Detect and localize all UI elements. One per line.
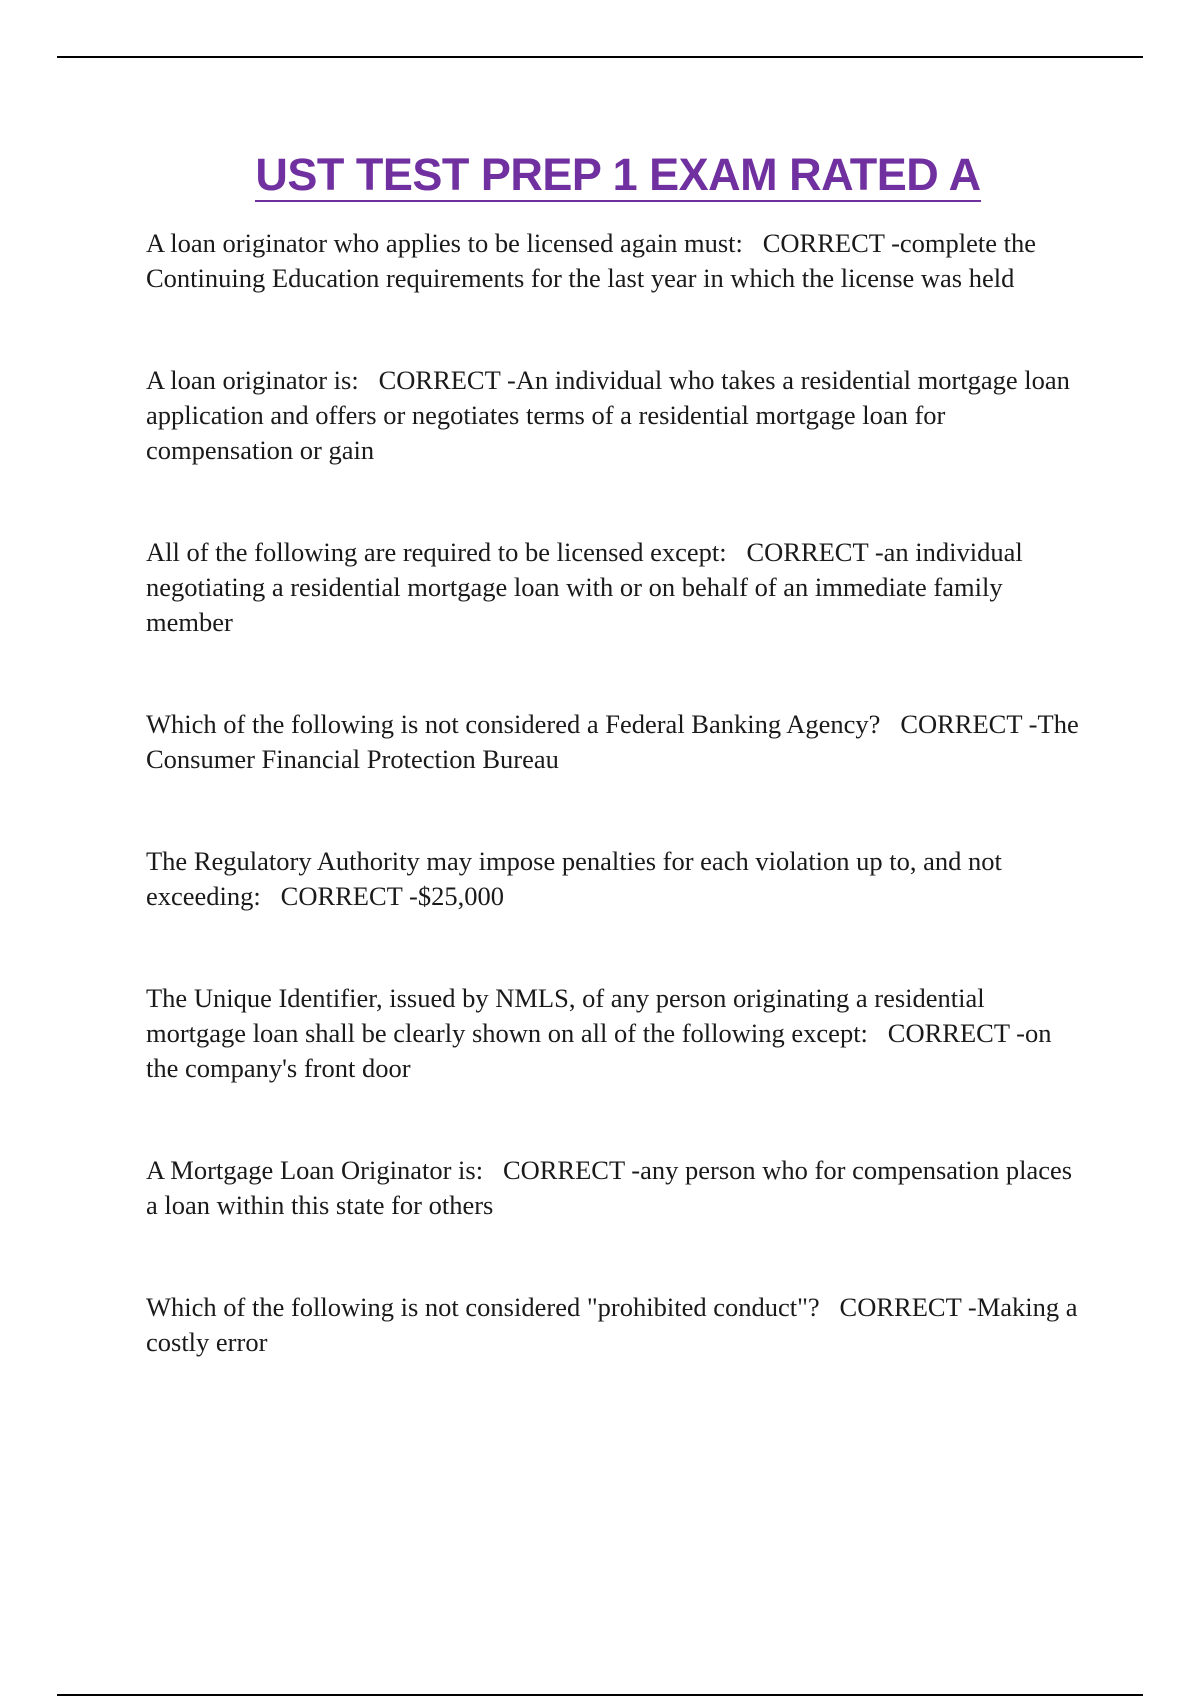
qa-item: The Unique Identifier, issued by NMLS, of any person originating a residential mortgage loan shall be clearly shown on all of the following except: CORRECT -on the company's front door: [146, 983, 1059, 1083]
qa-item: Which of the following is not considered a Federal Banking Agency? CORRECT -The Consumer Financial Protection Bureau: [146, 709, 1086, 774]
qa-item: A Mortgage Loan Originator is: CORRECT -any person who for compensation places a loan within this state for others: [146, 1155, 1079, 1220]
qa-item: Which of the following is not considered "prohibited conduct"? CORRECT -Making a costly error: [146, 1292, 1085, 1357]
footer-rule: [57, 1694, 1143, 1696]
page-title-text: UST TEST PREP 1 EXAM RATED A: [255, 149, 981, 200]
header-rule: [57, 56, 1143, 58]
qa-item: A loan originator who applies to be licensed again must: CORRECT -complete the Continuing Education requirements for the last year in which the license was held: [146, 228, 1043, 293]
page-title: [0, 150, 1200, 202]
qa-list: [146, 226, 1090, 1427]
qa-item: The Regulatory Authority may impose penalties for each violation up to, and not exceeding: CORRECT -$25,000: [146, 846, 1009, 911]
qa-item: A loan originator is: CORRECT -An individual who takes a residential mortgage loan application and offers or negotiates terms of a residential mortgage loan for compensation or gain: [146, 365, 1077, 465]
qa-item: All of the following are required to be licensed except: CORRECT -an individual negotiating a residential mortgage loan with or on behalf of an immediate family member: [146, 537, 1030, 637]
